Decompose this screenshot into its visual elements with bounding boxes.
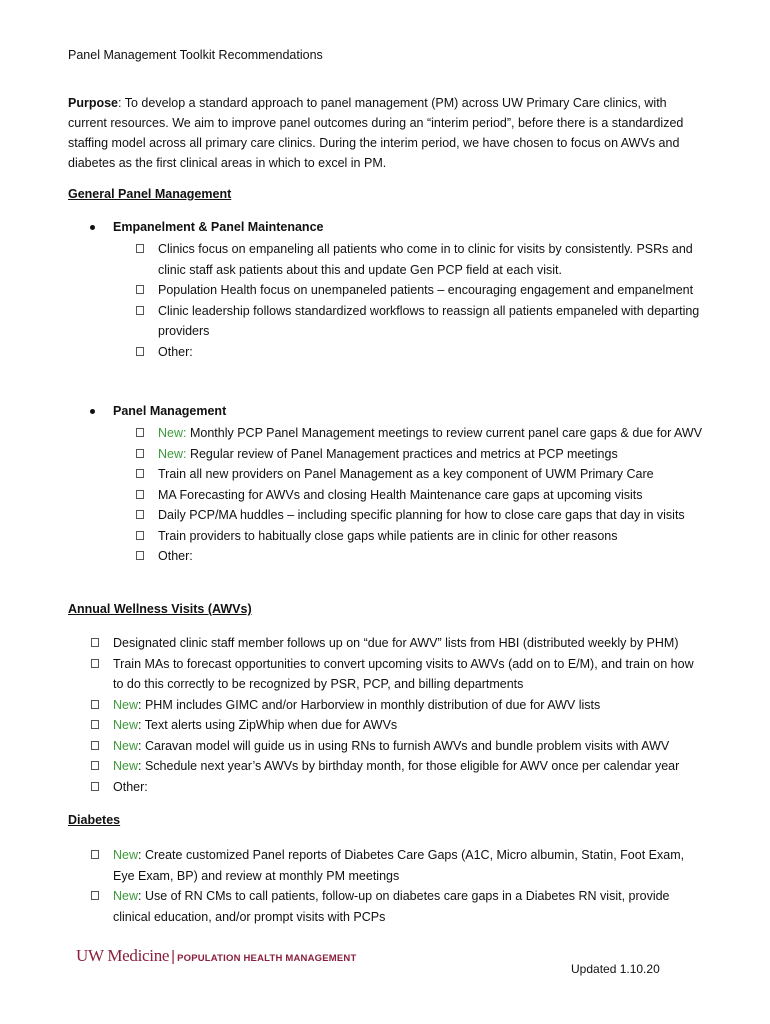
diabetes-heading: Diabetes [68, 813, 121, 827]
checklist-item [136, 464, 706, 485]
logo-separator: | [171, 948, 176, 965]
checklist-item [91, 654, 706, 695]
checklist-item [91, 777, 706, 798]
checkbox-icon [136, 469, 144, 478]
checklist-item [136, 444, 706, 465]
checkbox-icon [91, 720, 99, 729]
checklist-item-text: : Caravan model will guide us in using RNs to furnish AWVs and bundle problem visits with AWV [138, 738, 670, 753]
checklist-item [136, 423, 706, 444]
checkbox-icon [136, 510, 144, 519]
checkbox-icon [91, 741, 99, 750]
purpose-label: Purpose [68, 96, 119, 110]
checkbox-icon [91, 659, 99, 668]
checkbox-icon [91, 782, 99, 791]
checklist-item-text: Train all new providers on Panel Management as a key component of UWM Primary Care [158, 467, 654, 481]
checklist-item-text: Clinics focus on empaneling all patients who come in to clinic for visits by consistently. PSRs and clinic staff ask patients about this and update Gen PCP field at each visit. [158, 242, 693, 277]
checklist-item [136, 526, 706, 547]
checklist-item-text: Other: [158, 549, 193, 563]
purpose-paragraph [68, 93, 708, 173]
checkbox-icon [91, 638, 99, 647]
checklist-item [91, 715, 706, 736]
checklist-item-text: Clinic leadership follows standardized workflows to reassign all patients empaneled with departing providers [158, 303, 700, 338]
general-panel-heading: General Panel Management [68, 187, 232, 201]
checkbox-icon [91, 850, 99, 859]
checklist-item-text: Monthly PCP Panel Management meetings to review current panel care gaps & due for AWV [186, 426, 703, 440]
awv-list [91, 633, 706, 797]
checklist-item-text: Other: [158, 344, 193, 359]
new-label: New [113, 718, 139, 732]
checkbox-icon [91, 891, 99, 900]
checklist-item [136, 301, 706, 342]
panel-management-heading: Panel Management [113, 404, 227, 418]
new-label: New: [158, 446, 187, 461]
new-label: New [113, 759, 139, 773]
logo-wordmark: UW Medicine [76, 946, 170, 965]
checklist-item [136, 239, 706, 280]
checkbox-icon [136, 244, 144, 253]
checklist-item [136, 485, 706, 506]
checklist-item-text: : Create customized Panel reports of Diabetes Care Gaps (A1C, Micro albumin, Statin, Foot Exam, Eye Exam, BP) and review at monthly PM meetings [113, 848, 685, 883]
checklist-item [91, 695, 706, 716]
checklist-item-text: : Text alerts using ZipWhip when due for AWVs [138, 718, 398, 732]
new-label: New [113, 848, 139, 862]
checkbox-icon [136, 306, 144, 315]
checklist-item-text: Train MAs to forecast opportunities to convert upcoming visits to AWVs (add on to E/M), and train on how to do this correctly to be recognized by PSR, PCP, and billing departments [113, 656, 694, 691]
new-label: New [113, 697, 139, 712]
checklist-item [136, 505, 706, 526]
checkbox-icon [91, 700, 99, 709]
empanelment-heading: Empanelment & Panel Maintenance [113, 220, 324, 234]
checklist-item [136, 280, 706, 301]
checkbox-icon [136, 347, 144, 356]
checkbox-icon [136, 285, 144, 294]
new-label: New [113, 738, 139, 753]
checkbox-icon [136, 449, 144, 458]
checklist-item [91, 736, 706, 757]
checkbox-icon [136, 428, 144, 437]
empanelment-list [136, 239, 706, 362]
checkbox-icon [136, 551, 144, 560]
checklist-item-text: Regular review of Panel Management practices and metrics at PCP meetings [186, 446, 618, 461]
panel-management-list [136, 423, 706, 567]
checklist-item [91, 845, 706, 886]
checklist-item-text: : PHM includes GIMC and/or Harborview in monthly distribution of due for AWV lists [138, 697, 601, 712]
checklist-item-text: Daily PCP/MA huddles – including specific planning for how to close care gaps that day in visits [158, 508, 685, 522]
checklist-item-text: Other: [113, 779, 148, 794]
uw-medicine-logo [76, 946, 357, 966]
updated-date: Updated 1.10.20 [571, 962, 660, 976]
checklist-item [91, 886, 706, 927]
checklist-item [91, 633, 706, 654]
new-label: New [113, 889, 139, 903]
checklist-item-text: : Use of RN CMs to call patients, follow-up on diabetes care gaps in a Diabetes RN visit, provide clinical education, and/or prompt visits with PCPs [113, 889, 670, 924]
checklist-item-text: : Schedule next year’s AWVs by birthday month, for those eligible for AWV once per calendar year [138, 759, 680, 773]
checkbox-icon [91, 761, 99, 770]
checkbox-icon [136, 531, 144, 540]
checklist-item-text: Population Health focus on unempaneled patients – encouraging engagement and empanelment [158, 283, 694, 297]
logo-subtitle: POPULATION HEALTH MANAGEMENT [177, 953, 357, 964]
checklist-item-text: Designated clinic staff member follows up on “due for AWV” lists from HBI (distributed weekly by PHM) [113, 636, 679, 650]
diabetes-list [91, 845, 706, 927]
document-title: Panel Management Toolkit Recommendations [68, 48, 323, 62]
checklist-item-text: MA Forecasting for AWVs and closing Health Maintenance care gaps at upcoming visits [158, 487, 643, 502]
checklist-item [91, 756, 706, 777]
checkbox-icon [136, 490, 144, 499]
awv-heading: Annual Wellness Visits (AWVs) [68, 602, 252, 616]
checklist-item-text: Train providers to habitually close gaps while patients are in clinic for other reasons [158, 528, 618, 543]
purpose-text: : To develop a standard approach to panel management (PM) across UW Primary Care clinics, with current resources. We aim to improve panel outcomes during an “interim period”, before there is a standardized staffing model across all primary care clinics. During the interim period, we have chosen to focus on AWVs and diabetes as the first clinical areas in which to excel in PM. [68, 96, 684, 170]
checklist-item [136, 342, 706, 363]
checklist-item [136, 546, 706, 567]
new-label: New: [158, 426, 187, 440]
